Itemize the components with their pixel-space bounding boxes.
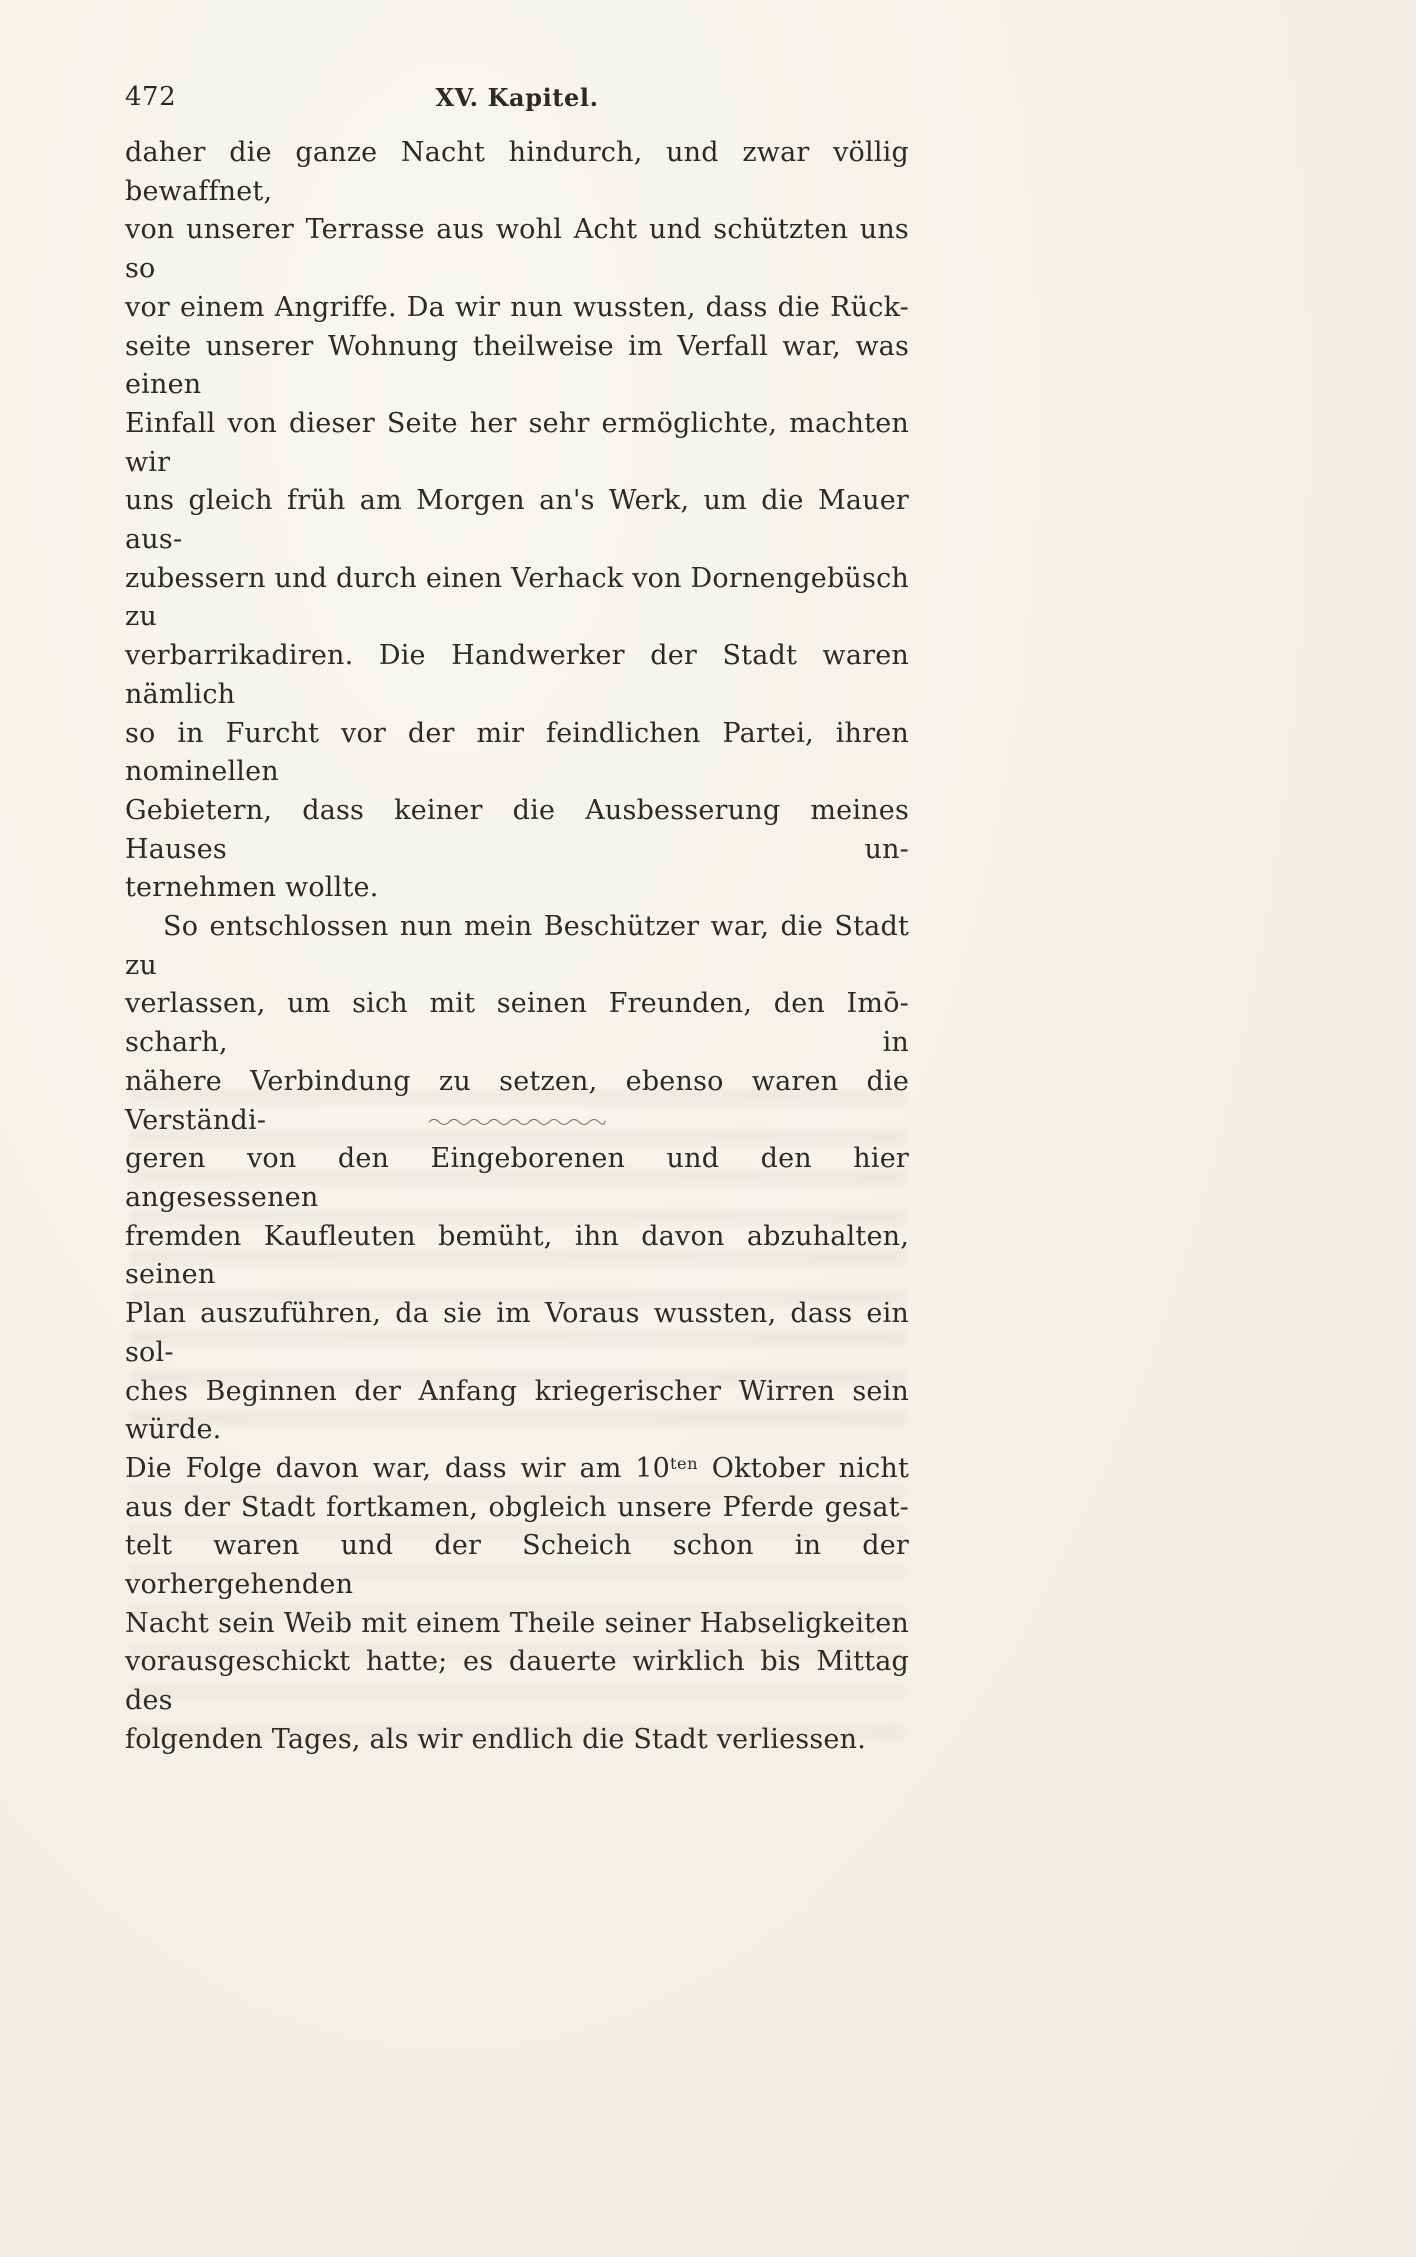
text-line: verbarrikadiren. Die Handwerker der Stadt waren nämlich — [125, 640, 909, 710]
text-line: nähere Verbindung zu setzen, ebenso waren die Verständi- — [125, 1065, 909, 1136]
text-line: ternehmen wollte. — [125, 872, 379, 904]
text-line: fremden Kaufleuten bemüht, ihn davon abzuhalten, seinen — [125, 1220, 909, 1291]
text-line: Plan auszuführen, da sie im Voraus wussten, dass ein sol- — [125, 1298, 909, 1368]
text-line: folgenden Tages, als wir endlich die Stadt verliessen. — [125, 1723, 866, 1755]
text-line: ches Beginnen der Anfang kriegerischer Wirren sein würde. — [125, 1375, 909, 1446]
text-line: verlassen, um sich mit seinen Freunden, den Imō-scharh, in — [125, 988, 909, 1059]
text-line: vorausgeschickt hatte; es dauerte wirklich bis Mittag des — [125, 1646, 909, 1717]
text-line: geren von den Eingeborenen und den hier angesessenen — [125, 1143, 909, 1213]
section-divider — [125, 1112, 909, 1131]
chapter-header: XV. Kapitel. — [435, 83, 599, 112]
running-head — [125, 80, 909, 114]
text-line: seite unserer Wohnung theilweise im Verfall war, was einen — [125, 330, 909, 401]
text-line: so in Furcht vor der mir feindlichen Partei, ihren nominellen — [125, 717, 909, 788]
text-segment: Die Folge davon war, dass wir am 10 — [125, 1452, 671, 1484]
body-text — [125, 134, 909, 1760]
text-line: aus der Stadt fortkamen, obgleich unsere Pferde gesat- — [125, 1491, 909, 1523]
text-line: vor einem Angriffe. Da wir nun wussten, dass die Rück- — [125, 291, 909, 323]
text-line: uns gleich früh am Morgen an's Werk, um die Mauer aus- — [125, 485, 909, 556]
text-line: daher die ganze Nacht hindurch, und zwar völlig bewaffnet, — [125, 137, 909, 207]
text-line: So entschlossen nun mein Beschützer war, die Stadt zu — [125, 911, 909, 981]
text-line: telt waren und der Scheich schon in der vorhergehenden — [125, 1530, 909, 1601]
text-segment: Oktober nicht — [698, 1452, 909, 1484]
paragraph — [125, 908, 909, 1759]
paragraph — [125, 134, 909, 908]
text-line: Gebietern, dass keiner die Ausbesserung meines Hauses un- — [125, 794, 909, 865]
page-number: 472 — [125, 82, 177, 112]
text-line: Nacht sein Weib mit einem Theile seiner Habseligkeiten — [125, 1607, 909, 1639]
squiggle-divider-icon — [427, 1115, 607, 1127]
text-line: von unserer Terrasse aus wohl Acht und schützten uns so — [125, 214, 909, 285]
text-line — [125, 1450, 909, 1489]
text-line: zubessern und durch einen Verhack von Dornengebüsch zu — [125, 562, 909, 633]
text-line: Einfall von dieser Seite her sehr ermöglichte, machten wir — [125, 407, 909, 478]
ordinal-superscript: ten — [670, 1453, 699, 1473]
